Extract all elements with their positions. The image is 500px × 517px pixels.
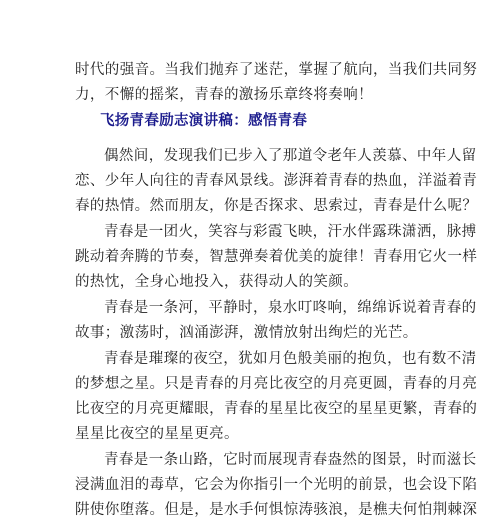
paragraph-line: 跳动着奔腾的节奏，智慧弹奏着优美的旋律！青春用它火一样: [75, 249, 478, 265]
paragraph-line: 的梦想之星。只是青春的月亮比夜空的月亮更圆，青春的月亮: [75, 376, 478, 392]
paragraph-line: 星星比夜空的星星更亮。: [75, 426, 239, 442]
section-heading: 飞扬青春励志演讲稿：感悟青春: [100, 113, 308, 129]
paragraph-first-line: 青春是璀璨的夜空，犹如月色般美丽的抱负，也有数不清: [104, 351, 477, 367]
paragraph-first-line: 青春是一条河，平静时，泉水叮咚响，绵绵诉说着青春的: [104, 300, 477, 316]
paragraph-line: 力，不懈的摇桨，青春的激扬乐章终将奏响！: [75, 87, 373, 103]
paragraph-line: 故事；激荡时，汹涌澎湃，激情放射出绚烂的光芒。: [75, 325, 418, 341]
paragraph-first-line: 青春是一团火，笑容与彩霞飞映，汗水伴露珠潇洒，脉搏: [104, 224, 477, 240]
paragraph-first-line: 青春是一条山路，它时而展现青春盎然的图景，时而滋长: [104, 452, 477, 468]
paragraph-line: 浸满血泪的毒草，它会为你指引一个光明的前景，也会设下陷: [75, 477, 478, 493]
paragraph-line: 比夜空的月亮更耀眼，青春的星星比夜空的星星更繁，青春的: [75, 401, 478, 417]
paragraph-line: 阱使你堕落。但是，是水手何惧惊涛骇浪，是樵夫何怕荆棘深: [75, 502, 478, 517]
paragraph-line: 时代的强音。当我们抛弃了迷茫，掌握了航向，当我们共同努: [75, 62, 478, 78]
paragraph-line: 春的热情。然而朋友，你是否探求、思索过，青春是什么呢？: [75, 198, 478, 214]
paragraph-line: 的热忱，全身心地投入，获得动人的笑颜。: [75, 274, 359, 290]
paragraph-line: 恋、少年人向往的青春风景线。澎湃着青春的热血，洋溢着青: [75, 173, 478, 189]
paragraph-first-line: 偶然间，发现我们已步入了那道令老年人羡慕、中年人留: [104, 148, 477, 164]
